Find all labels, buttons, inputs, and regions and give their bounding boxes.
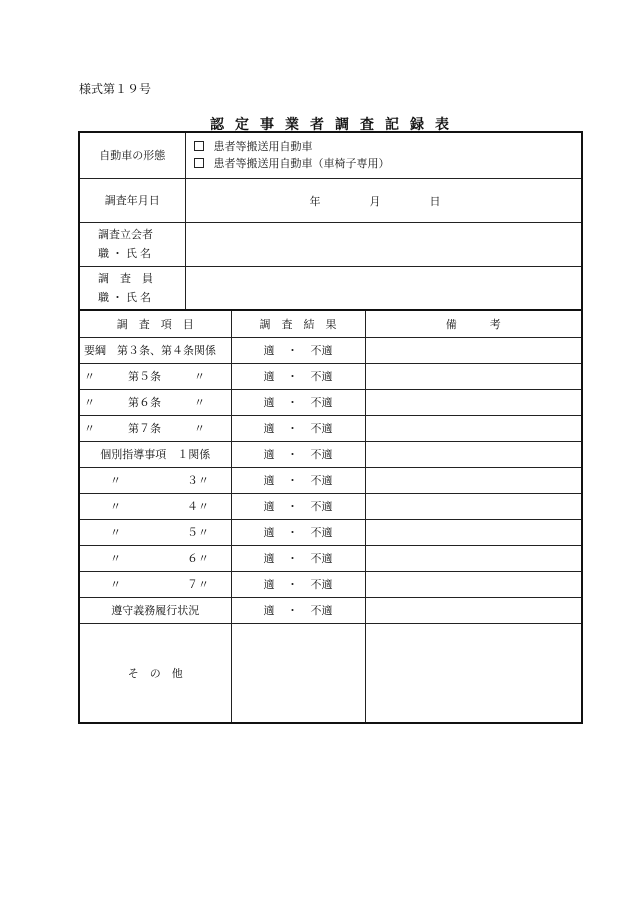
result-choice[interactable]: 適 ・ 不適 [231,337,365,363]
survey-date-row [79,178,582,222]
table-row [79,441,582,467]
result-choice[interactable]: 適 ・ 不適 [231,597,365,623]
result-choice[interactable]: 適 ・ 不適 [231,467,365,493]
item-label: 遵守義務履行状況 [79,597,231,623]
remarks-field[interactable] [365,571,582,597]
survey-date-label: 調査年月日 [79,178,185,222]
result-choice[interactable]: 適 ・ 不適 [231,545,365,571]
survey-date-field[interactable] [185,178,582,222]
remarks-field[interactable] [365,493,582,519]
header-remarks: 備 考 [365,310,582,337]
item-label: 〃 第７条 〃 [79,415,231,441]
remarks-field[interactable] [365,441,582,467]
month-label: 月 [369,195,381,208]
investigator-row [79,266,582,310]
table-row [79,337,582,363]
vehicle-option-1[interactable]: 患者等搬送用自動車 [194,138,582,155]
remarks-field[interactable] [365,337,582,363]
vehicle-option-2[interactable]: 患者等搬送用自動車（車椅子専用） [194,155,582,172]
result-choice[interactable]: 適 ・ 不適 [231,389,365,415]
form-number: 様式第１９号 [79,82,152,96]
item-label: 〃 第５条 〃 [79,363,231,389]
checkbox-icon[interactable] [194,158,204,168]
investigator-label: 調 査 員 職・氏名 [79,266,185,310]
header-result: 調 査 結 果 [231,310,365,337]
table-row [79,597,582,623]
other-remarks-field[interactable] [365,623,582,723]
result-choice[interactable]: 適 ・ 不適 [231,571,365,597]
table-row [79,467,582,493]
other-result-field[interactable] [231,623,365,723]
attendee-label: 調査立会者 職・氏名 [79,222,185,266]
other-label: そ の 他 [79,623,231,723]
item-label: 個別指導事項 １関係 [79,441,231,467]
table-row [79,571,582,597]
checkbox-icon[interactable] [194,141,204,151]
remarks-field[interactable] [365,597,582,623]
header-item: 調 査 項 目 [79,310,231,337]
vehicle-type-row [79,132,582,178]
item-label: 〃 ４〃 [79,493,231,519]
survey-record-table [78,131,583,724]
item-label: 要綱 第３条、第４条関係 [79,337,231,363]
table-row [79,493,582,519]
result-choice[interactable]: 適 ・ 不適 [231,415,365,441]
result-choice[interactable]: 適 ・ 不適 [231,493,365,519]
vehicle-type-label: 自動車の形態 [79,132,185,178]
item-label: 〃 ７〃 [79,571,231,597]
document-title: 認定事業者調査記録表 [210,117,460,133]
table-row [79,545,582,571]
day-label: 日 [429,195,441,208]
remarks-field[interactable] [365,363,582,389]
attendee-row [79,222,582,266]
investigator-field[interactable] [185,266,582,310]
remarks-field[interactable] [365,415,582,441]
other-row [79,623,582,723]
item-label: 〃 ５〃 [79,519,231,545]
remarks-field[interactable] [365,467,582,493]
result-choice[interactable]: 適 ・ 不適 [231,363,365,389]
result-choice[interactable]: 適 ・ 不適 [231,441,365,467]
remarks-field[interactable] [365,519,582,545]
remarks-field[interactable] [365,389,582,415]
table-row [79,389,582,415]
attendee-field[interactable] [185,222,582,266]
table-row [79,415,582,441]
table-row [79,363,582,389]
year-label: 年 [309,195,321,208]
table-row [79,519,582,545]
vehicle-type-options [185,132,582,178]
item-label: 〃 第６条 〃 [79,389,231,415]
header-row [79,310,582,337]
item-label: 〃 ６〃 [79,545,231,571]
item-label: 〃 ３〃 [79,467,231,493]
result-choice[interactable]: 適 ・ 不適 [231,519,365,545]
remarks-field[interactable] [365,545,582,571]
